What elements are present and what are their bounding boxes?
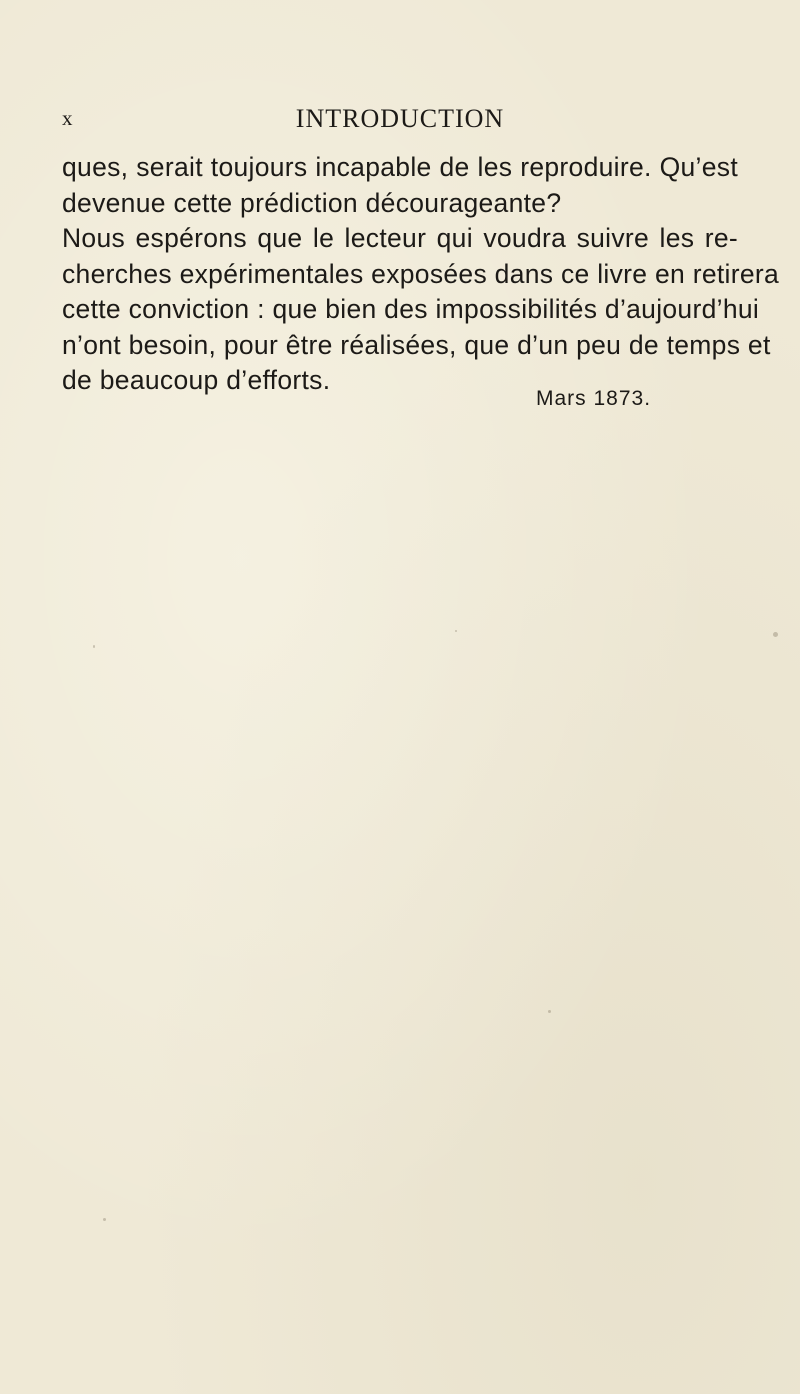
paper-speck (103, 1218, 106, 1221)
date-signature: Mars 1873. (536, 387, 652, 410)
running-head (62, 104, 738, 140)
paper-speck (548, 1010, 551, 1013)
text-line: ques, serait toujours incapable de les reproduire. Qu’est (62, 152, 738, 182)
paper-speck (455, 630, 457, 632)
paper-speck (93, 645, 95, 648)
chapter-title: INTRODUCTION (295, 104, 505, 133)
text-line: cette conviction : que bien des impossibilités d’aujourd’hui (62, 294, 760, 324)
text-line: de beaucoup d’efforts. (62, 365, 331, 395)
body-text (62, 150, 780, 399)
text-line: Nous espérons que le lecteur qui voudra suivre les re- (62, 223, 738, 253)
text-line: cherches expérimentales exposées dans ce livre en retirera (62, 258, 780, 289)
text-line: n’ont besoin, pour être réalisées, que d’un peu de temps et (62, 329, 771, 360)
page-number: x (62, 106, 73, 130)
text-line: devenue cette prédiction décourageante? (62, 187, 562, 218)
paper-speck (773, 632, 778, 637)
